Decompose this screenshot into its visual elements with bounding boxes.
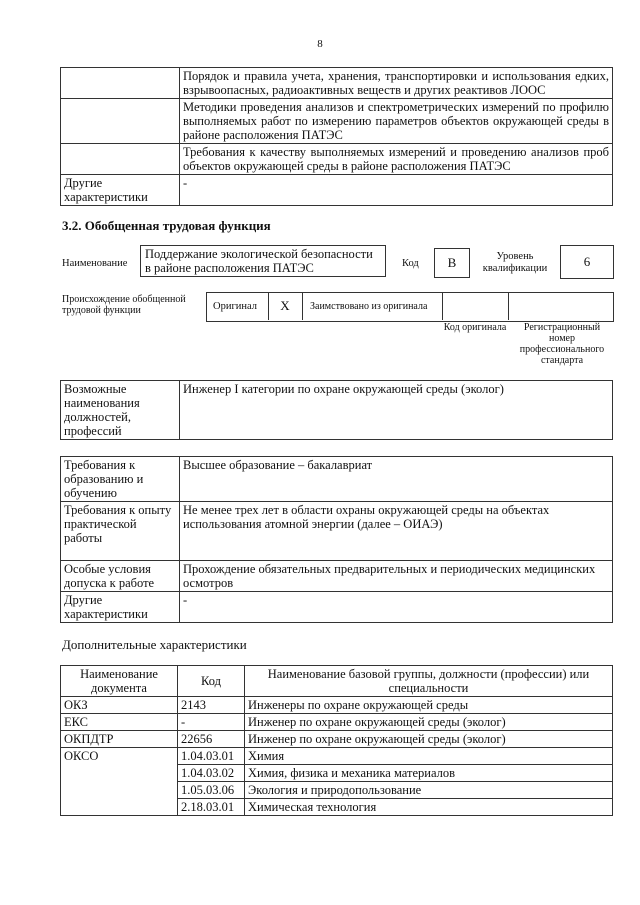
original-mark: X [280,298,290,313]
function-name: Поддержание экологической безопасности в районе расположения ПАТЭС [140,245,386,277]
name-cell: Инженер по охране окружающей среды (эколог) [245,714,613,731]
positions-label: Возможные наименования должностей, профессий [61,381,180,440]
code-cell: 2.18.03.01 [178,799,245,816]
requirement-value: Высшее образование – бакалавриат [180,457,613,502]
row-text: Порядок и правила учета, хранения, транспортировки и использования едких, взрывоопасных, радиоактивных веществ и других реактивов ЛООС [180,68,613,99]
table-row [61,697,613,714]
doc-cell: ОКЗ [61,697,178,714]
row-label: Другие характеристики [61,175,180,206]
code-cell: 2143 [178,697,245,714]
qualification-level: 6 [560,245,614,279]
row-text: Требования к качеству выполняемых измерений и проведению анализов проб объектов окружающей среды в районе расположения ПАТЭС [180,144,613,175]
name-cell: Инженер по охране окружающей среды (эколог) [245,731,613,748]
additional-table [60,665,613,816]
table-row [61,748,613,765]
code-label: Код [402,258,419,269]
code-cell: 1.04.03.02 [178,765,245,782]
requirement-value: - [180,592,613,623]
requirement-label: Другие характеристики [61,592,180,623]
header-name: Наименование базовой группы, должности (профессии) или специальности [245,666,613,697]
row-label [61,99,180,144]
section-title: 3.2. Обобщенная трудовая функция [62,218,271,233]
requirement-label: Особые условия допуска к работе [61,561,180,592]
row-text: - [180,175,613,206]
requirement-label: Требования к опыту практической работы [61,502,180,561]
top-table [60,67,613,206]
code-cell: 1.05.03.06 [178,782,245,799]
table-row [61,457,613,502]
code-cell: - [178,714,245,731]
table-row [61,144,613,175]
name-cell: Химическая технология [245,799,613,816]
doc-cell: ОКСО [61,748,178,816]
name-label: Наименование [62,258,128,269]
positions-value: Инженер I категории по охране окружающей среды (эколог) [180,381,613,440]
table-row [61,68,613,99]
function-code: B [434,248,470,278]
additional-title: Дополнительные характеристики [62,637,247,652]
page-number: 8 [317,38,323,50]
divider [508,292,509,320]
name-cell: Химия [245,748,613,765]
requirement-value: Не менее трех лет в области охраны окружающей среды на объектах использования атомной энергии (далее – ОИАЭ) [180,502,613,561]
header-doc: Наименование документа [61,666,178,697]
table-row [61,731,613,748]
table-row [61,592,613,623]
reg-caption: Регистрационный номер профессионального стандарта [519,322,605,366]
row-label [61,68,180,99]
requirement-label: Требования к образованию и обучению [61,457,180,502]
name-cell: Экология и природопользование [245,782,613,799]
row-text: Методики проведения анализов и спектрометрических измерений по профилю выполняемых работ по измерению параметров объектов окружающей среды в районе расположения ПАТЭС [180,99,613,144]
divider [302,292,303,320]
divider [442,292,443,320]
name-cell: Инженеры по охране окружающей среды [245,697,613,714]
table-row [61,381,613,440]
code-caption: Код оригинала [443,322,507,333]
level-label: Уровень квалификации [482,251,548,274]
name-cell: Химия, физика и механика материалов [245,765,613,782]
row-label [61,144,180,175]
origin-label: Происхождение обобщенной трудовой функции [62,294,186,316]
positions-table [60,380,613,440]
doc-cell: ЕКС [61,714,178,731]
doc-cell: ОКПДТР [61,731,178,748]
table-header-row [61,666,613,697]
requirements-table [60,456,613,623]
code-cell: 1.04.03.01 [178,748,245,765]
table-row [61,99,613,144]
table-row [61,175,613,206]
borrowed-label: Заимствовано из оригинала [310,301,428,312]
divider [268,292,269,320]
table-row [61,502,613,561]
table-row [61,714,613,731]
table-row [61,561,613,592]
requirement-value: Прохождение обязательных предварительных и периодических медицинских осмотров [180,561,613,592]
original-label: Оригинал [213,301,257,312]
header-code: Код [178,666,245,697]
code-cell: 22656 [178,731,245,748]
